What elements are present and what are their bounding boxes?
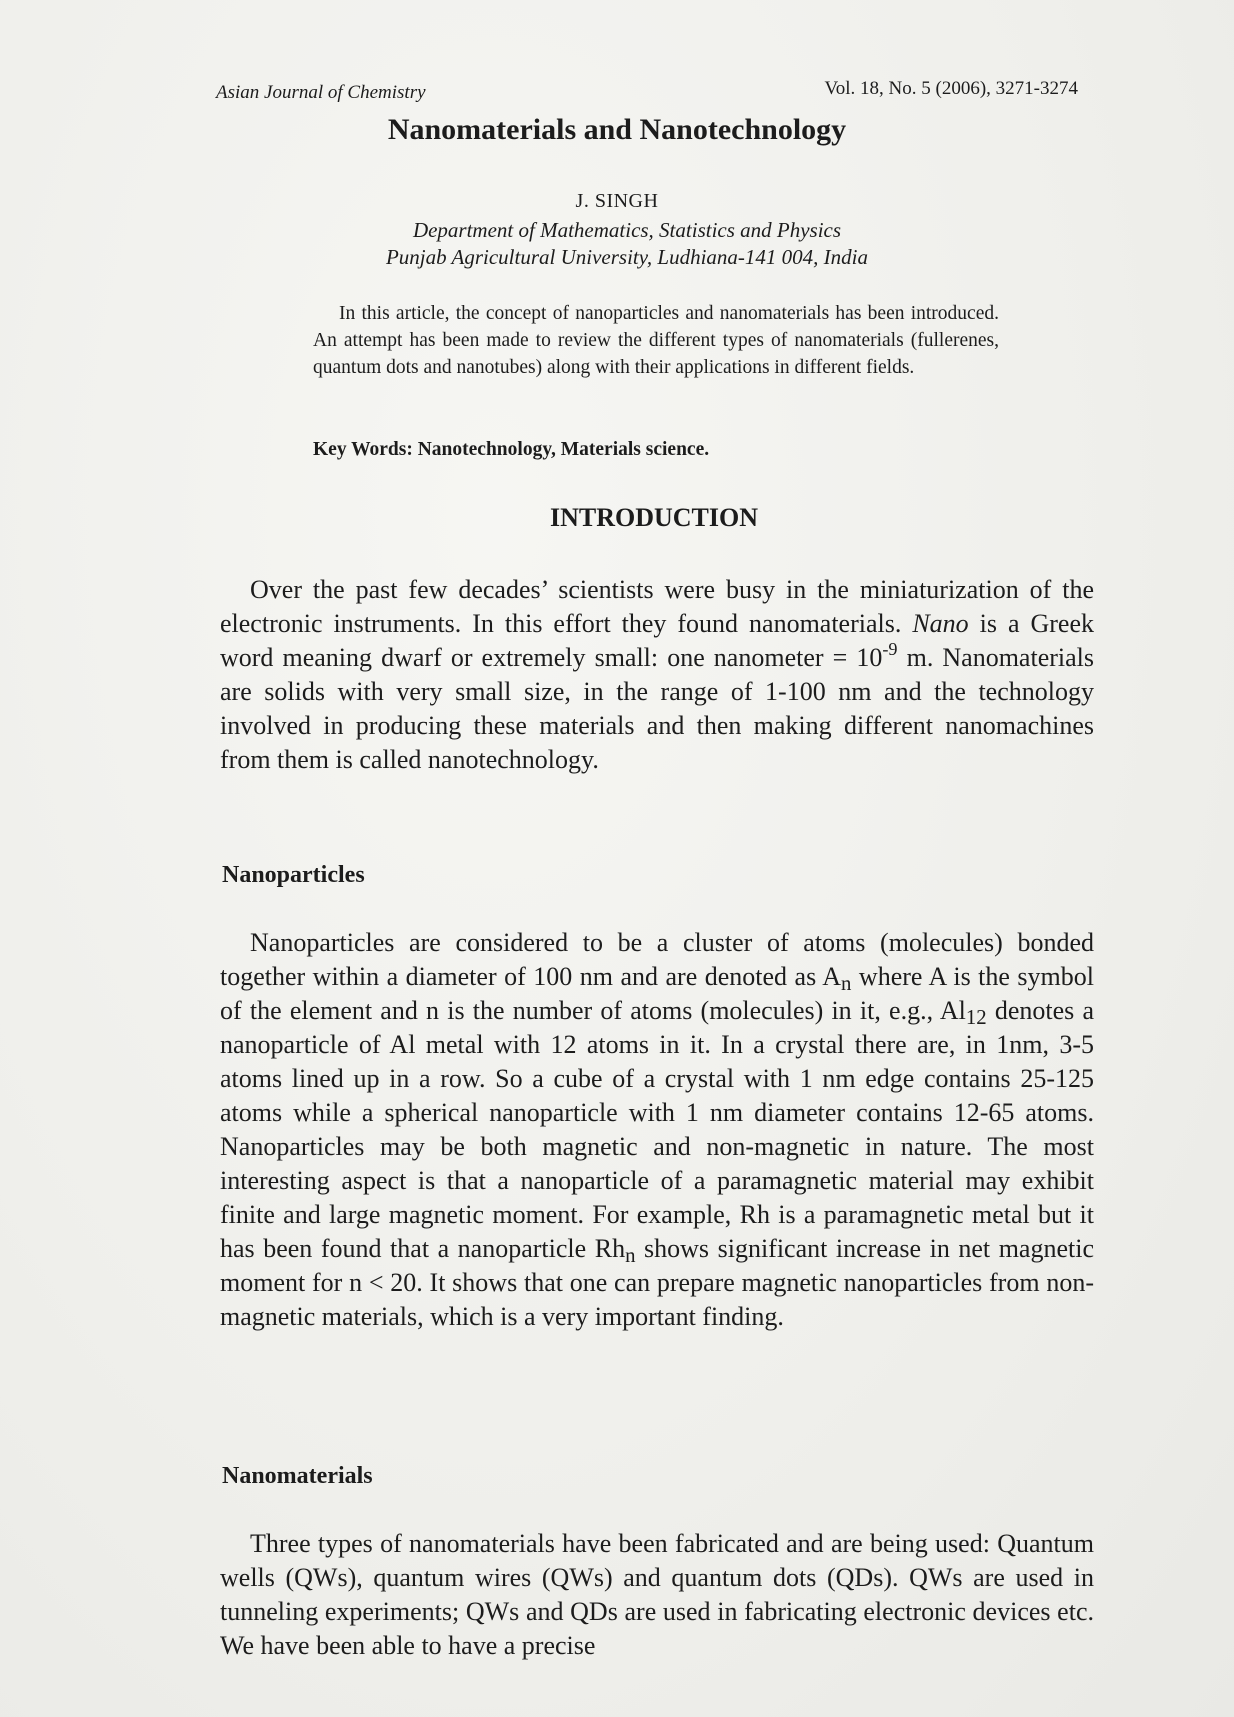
np-text-2: where A is the symbol of the element and n is the number of atoms (molecules) in it, e.g., Al: [220, 962, 1095, 1025]
np-text-3: denotes a nanoparticle of Al metal with 12 atoms in it. In a crystal there are, in 1nm, 3-5 atoms lined up in a row. So a cube of a crystal with 1 nm edge contains 25-125 atoms while a spherical nanoparticle with 1 nm diameter contains 12-65 atoms. Nanoparticles may be both magnetic and non-magnetic in nature. The most interesting aspect is that a nanoparticle of a paramagnetic material may exhibit finite and large magnetic moment. For example, Rh is a paramagnetic metal but it has been found that a nanoparticle Rh: [220, 996, 1095, 1263]
affiliation-university: Punjab Agricultural University, Ludhiana-141 004, India: [385, 245, 868, 269]
author-name: J. SINGH: [575, 190, 659, 212]
keywords: Key Words: Nanotechnology, Materials science.: [313, 439, 710, 460]
journal-name: Asian Journal of Chemistry: [216, 82, 426, 103]
nano-word: Nano: [912, 609, 969, 638]
volume-info: Vol. 18, No. 5 (2006), 3271-3274: [824, 78, 1078, 99]
affiliation-department: Department of Mathematics, Statistics and Physics: [412, 218, 842, 242]
abstract: In this article, the concept of nanoparticles and nanomaterials has been introduced. An attempt has been made to review the different types of nanomaterials (fullerenes, quantum dots and nanotubes) along with their applications in different fields.: [313, 303, 999, 378]
nanomaterials-heading: Nanomaterials: [222, 1463, 373, 1489]
intro-text-3: m. Nanomaterials are solids with very small size, in the range of 1-100 nm and the technology involved in producing these materials and then making different nanomachines from them is called nanotechnology.: [220, 643, 1094, 774]
introduction-paragraph: [220, 573, 1094, 777]
nanoparticles-paragraph: [220, 926, 1094, 1334]
subscript-n: n: [841, 972, 852, 996]
nanomaterials-paragraph: Three types of nanomaterials have been fabricated and are being used: Quantum wells (QWs), quantum wires (QWs) and quantum dots (QDs). QWs are used in tunneling experiments; QWs and QDs are used in fabricating electronic devices etc. We have been able to have a precise: [220, 1529, 1094, 1660]
subscript-12: 12: [965, 1006, 987, 1030]
exponent: -9: [882, 639, 898, 660]
subscript-rh-n: n: [625, 1244, 636, 1268]
article-title: Nanomaterials and Nanotechnology: [387, 113, 847, 146]
introduction-heading: INTRODUCTION: [549, 503, 759, 532]
np-text-4: shows significant increase in net magnetic moment for n < 20. It shows that one can prepare magnetic nanoparticles from non-magnetic materials, which is a very important finding.: [220, 1234, 1094, 1331]
intro-text-2: is a Greek word meaning dwarf or extremely small: one nanometer = 10: [220, 609, 1094, 672]
nanoparticles-heading: Nanoparticles: [222, 862, 365, 888]
np-text-1: Nanoparticles are considered to be a cluster of atoms (molecules) bonded together within a diameter of 100 nm and are denoted as A: [220, 928, 1094, 991]
intro-text-1: Over the past few decades’ scientists were busy in the miniaturization of the electronic instruments. In this effort they found nanomaterials.: [220, 575, 1094, 638]
